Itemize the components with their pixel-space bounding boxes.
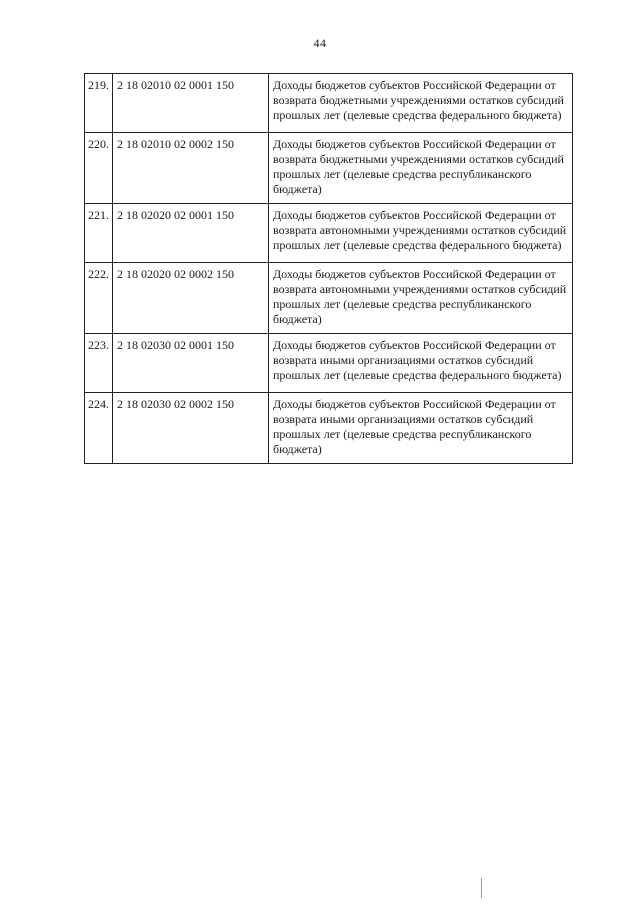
table-row (85, 74, 573, 133)
budget-code-cell: 2 18 02030 02 0002 150 (113, 393, 269, 464)
row-number-cell: 221. (85, 204, 113, 263)
budget-code-cell: 2 18 02020 02 0002 150 (113, 263, 269, 334)
page-number: 44 (313, 36, 327, 50)
scan-margin-mark (481, 878, 482, 898)
income-name-cell: Доходы бюджетов субъектов Российской Федерации от возврата иными организациями остатков субсидий прошлых лет (целевые средства республиканского бюджета) (269, 393, 573, 464)
income-name-cell: Доходы бюджетов субъектов Российской Федерации от возврата автономными учреждениями остатков субсидий прошлых лет (целевые средства федерального бюджета) (269, 204, 573, 263)
budget-code-cell: 2 18 02010 02 0002 150 (113, 133, 269, 204)
budget-code-cell: 2 18 02030 02 0001 150 (113, 334, 269, 393)
row-number-cell: 220. (85, 133, 113, 204)
row-number-cell: 222. (85, 263, 113, 334)
budget-code-cell: 2 18 02020 02 0001 150 (113, 204, 269, 263)
budget-classification-table (84, 73, 573, 464)
income-name-cell: Доходы бюджетов субъектов Российской Федерации от возврата иными организациями остатков субсидий прошлых лет (целевые средства федерального бюджета) (269, 334, 573, 393)
table-row (85, 334, 573, 393)
table-row (85, 393, 573, 464)
budget-code-cell: 2 18 02010 02 0001 150 (113, 74, 269, 133)
row-number-cell: 219. (85, 74, 113, 133)
row-number-cell: 224. (85, 393, 113, 464)
table-row (85, 204, 573, 263)
income-name-cell: Доходы бюджетов субъектов Российской Федерации от возврата бюджетными учреждениями остатков субсидий прошлых лет (целевые средства республиканского бюджета) (269, 133, 573, 204)
table-row (85, 263, 573, 334)
income-name-cell: Доходы бюджетов субъектов Российской Федерации от возврата бюджетными учреждениями остатков субсидий прошлых лет (целевые средства федерального бюджета) (269, 74, 573, 133)
income-name-cell: Доходы бюджетов субъектов Российской Федерации от возврата автономными учреждениями остатков субсидий прошлых лет (целевые средства республиканского бюджета) (269, 263, 573, 334)
table-row (85, 133, 573, 204)
row-number-cell: 223. (85, 334, 113, 393)
